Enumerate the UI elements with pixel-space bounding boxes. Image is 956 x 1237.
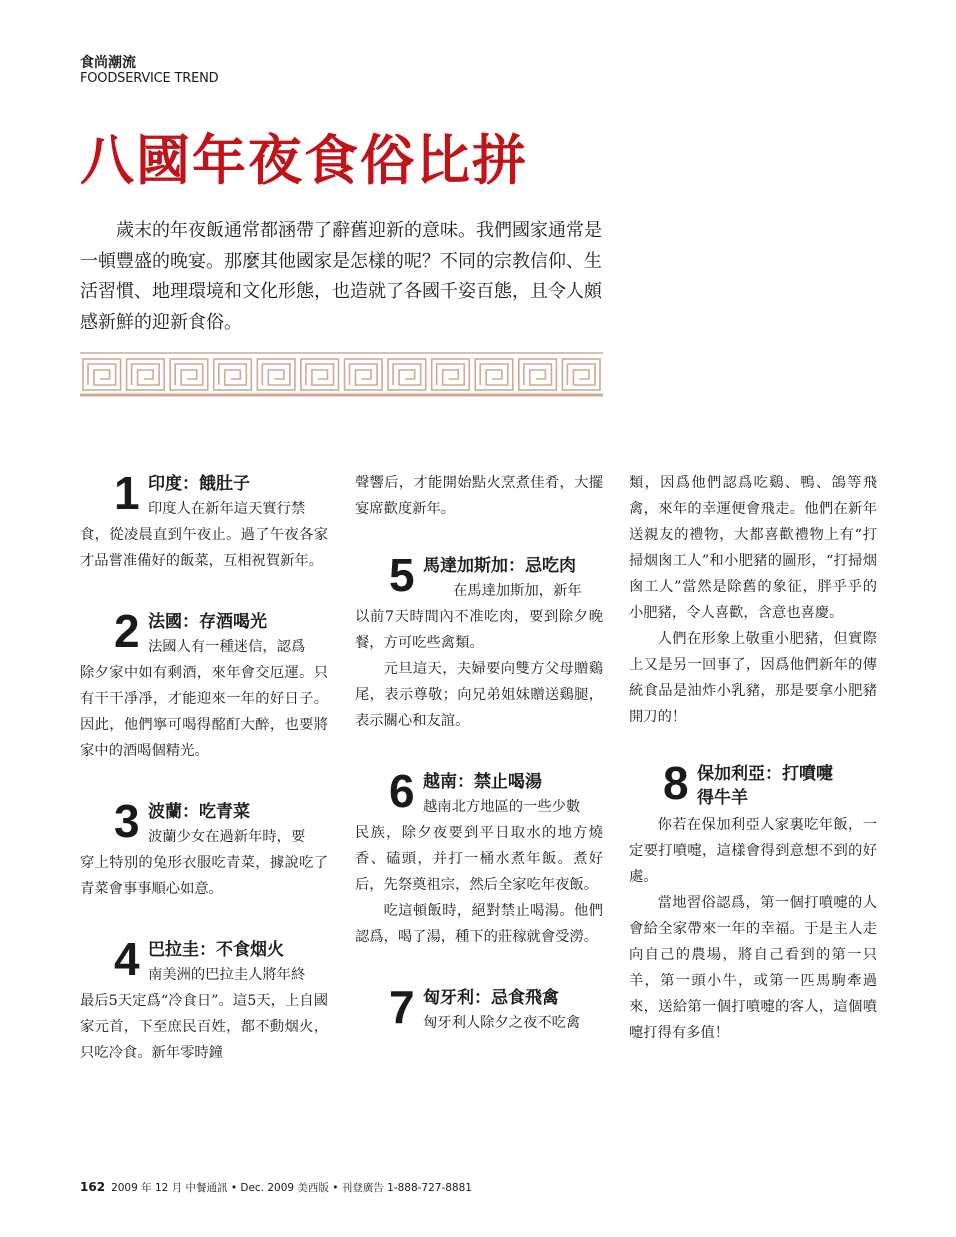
section-5-header [355, 549, 603, 604]
section-first-line: 法國人有一種迷信，認爲 [148, 639, 306, 655]
section-number: 3 [114, 795, 140, 847]
section-heading: 越南：禁止喝湯 [423, 772, 542, 792]
section-4-body-cont: 聲響后，才能開始點火烹煮佳肴，大擺宴席歡度新年。 [355, 475, 603, 517]
section-number: 7 [389, 981, 415, 1033]
section-number: 6 [389, 765, 415, 817]
section-number: 5 [389, 549, 415, 601]
section-heading: 馬達加斯加：忌吃肉 [423, 556, 576, 576]
section-1-body: 食，從凌晨直到午夜止。過了午夜各家才品嘗准備好的飯菜，互相祝賀新年。 [80, 527, 328, 569]
section-first-line: 印度人在新年這天實行禁 [148, 501, 306, 517]
section-4-header [80, 933, 328, 988]
decorative-fret-border [80, 351, 603, 399]
section-label-cn: 食尚潮流 [80, 55, 136, 71]
page-footer [80, 1180, 472, 1195]
section-first-line: 波蘭少女在過新年時，要 [148, 829, 306, 845]
section-7-body-2: 人們在形象上敬重小肥豬，但實際上又是另一回事了，因爲他們新年的傳統食品是油炸小乳豬，那是要拿小肥豬開刀的！ [629, 631, 877, 725]
section-heading: 印度：餓肚子 [148, 474, 250, 494]
section-heading: 保加利亞：打噴嚏 [697, 764, 833, 784]
column-1 [80, 467, 328, 1066]
section-8-header [629, 757, 877, 812]
section-number: 8 [663, 757, 689, 809]
section-heading: 波蘭：吃青菜 [148, 802, 250, 822]
section-2-body: 除夕家中如有剩酒，來年會交厄運。只有干干凈凈，才能迎來一年的好日子。因此，他們寧可喝得酩酊大醉，也要將家中的酒喝個精光。 [80, 665, 328, 759]
section-heading: 法國：存酒喝光 [148, 612, 267, 632]
section-8-body-2: 當地習俗認爲，第一個打噴嚏的人會給全家帶來一年的幸福。于是主人走向自己的農場，將自己看到的第一只羊，第一頭小牛，或第一匹馬駒牽過來，送給第一個打噴嚏的客人，這個噴嚏打得有多值！ [629, 895, 877, 1041]
section-8-body: 你若在保加利亞人家裏吃年飯，一定要打噴嚏，這樣會得到意想不到的好處。 [629, 817, 877, 885]
section-first-line: 南美洲的巴拉圭人將年終 [148, 967, 306, 983]
section-5-body-2: 元旦這天，夫婦要向雙方父母贈鷄尾，表示尊敬；向兄弟姐妹贈送鷄腿，表示關心和友誼。 [355, 661, 603, 729]
section-label-en: FOODSERVICE TREND [80, 71, 219, 86]
section-6-body-2: 吃這頓飯時，絕對禁止喝湯。他們認爲，喝了湯，種下的莊稼就會受澇。 [355, 903, 603, 945]
section-number: 1 [114, 467, 140, 519]
section-3-header [80, 795, 328, 850]
column-2 [355, 470, 603, 1036]
section-3-body: 穿上特別的兔形衣服吃青菜，據說吃了青菜會事事順心如意。 [80, 855, 328, 897]
section-heading: 巴拉圭：不食烟火 [148, 940, 284, 960]
section-first-line: 在馬達加斯加，新年 [453, 583, 582, 599]
section-6-body: 民族，除夕夜要到平日取水的地方燒香、磕頭，并打一桶水煮年飯。煮好后，先祭奠祖宗，然后全家吃年夜飯。 [355, 825, 603, 893]
article-intro: 歲末的年夜飯通常都涵帶了辭舊迎新的意味。我們國家通常是一頓豐盛的晚宴。那麼其他國家是怎樣的呢？不同的宗教信仰、生活習慣、地理環境和文化形態，也造就了各國千姿百態，且令人頗感新鮮的迎新食俗。 [80, 220, 602, 333]
section-1-header [80, 467, 328, 522]
section-7-body: 類，因爲他們認爲吃鷄、鴨、鴿等飛禽，來年的幸運便會飛走。他們在新年送親友的禮物，大都喜歡禮物上有“打掃烟囪工人”和小肥豬的圖形，“打掃烟囪工人”當然是除舊的象征，胖乎乎的小肥豬，令人喜歡，含意也喜慶。 [629, 475, 877, 621]
section-2-header [80, 605, 328, 660]
section-first-line: 越南北方地區的一些少數 [423, 799, 581, 815]
section-heading-line-2: 得牛羊 [697, 788, 748, 808]
section-number: 2 [114, 605, 140, 657]
footer-text: 2009 年 12 月 中餐通訊 • Dec. 2009 美西版 • 刊登廣告 1-888-727-8881 [111, 1182, 472, 1194]
section-heading: 匈牙利：忌食飛禽 [423, 988, 559, 1008]
section-5-body: 以前7天時間內不准吃肉，要到除夕晚餐，方可吃些禽類。 [355, 609, 603, 651]
column-3 [629, 470, 877, 1046]
page-number: 162 [80, 1180, 106, 1194]
article-title: 八國年夜食俗比拼 [80, 129, 528, 192]
section-7-header [355, 981, 603, 1036]
section-4-body: 最后5天定爲“冷食日”。這5天，上自國家元首，下至庶民百姓，都不動烟火，只吃冷食。新年零時鐘 [80, 993, 328, 1061]
section-6-header [355, 765, 603, 820]
section-first-line: 匈牙利人除夕之夜不吃禽 [423, 1015, 581, 1031]
section-number: 4 [114, 933, 140, 985]
